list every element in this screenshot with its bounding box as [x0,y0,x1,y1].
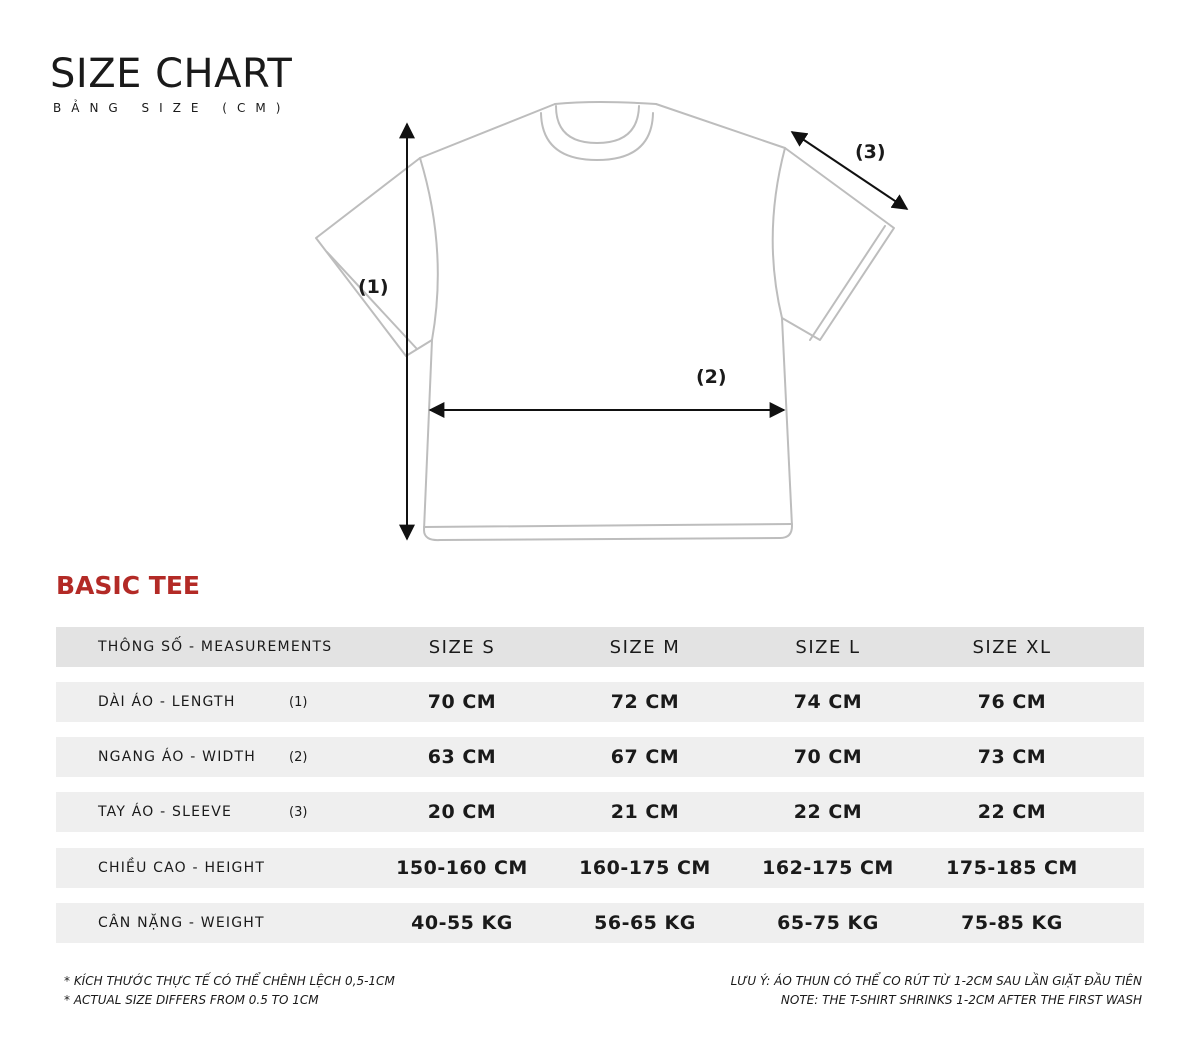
value-size-xl: 73 CM [977,746,1047,768]
value-size-s: 150-160 CM [396,857,528,879]
row-tag: (3) [289,804,308,820]
column-size-s: SIZE S [428,636,496,658]
value-size-s: 40-55 KG [411,912,513,934]
note-tolerance-vi: * KÍCH THƯỚC THỰC TẾ CÓ THỂ CHÊNH LỆCH 0,5-1CM [64,974,395,988]
callout-width: (2) [696,366,727,388]
row-label: CÂN NẶNG - WEIGHT [98,915,265,931]
value-size-s: 63 CM [427,746,497,768]
value-size-m: 21 CM [610,801,680,823]
product-name: BASIC TEE [56,571,200,600]
table-row-length [56,682,1144,722]
note-tolerance-en: * ACTUAL SIZE DIFFERS FROM 0.5 TO 1CM [64,993,319,1007]
callout-sleeve: (3) [855,141,886,163]
table-row-sleeve [56,792,1144,832]
page-title: SIZE CHART [50,51,293,97]
table-header-row [56,627,1144,667]
value-size-l: 162-175 CM [762,857,894,879]
value-size-l: 74 CM [793,691,863,713]
value-size-s: 70 CM [427,691,497,713]
value-size-xl: 75-85 KG [961,912,1063,934]
value-size-l: 65-75 KG [777,912,879,934]
value-size-m: 72 CM [610,691,680,713]
value-size-m: 160-175 CM [579,857,711,879]
header-label: THÔNG SỐ - MEASUREMENTS [98,639,333,655]
row-tag: (2) [289,749,308,765]
column-size-m: SIZE M [609,636,681,658]
note-shrink-en: NOTE: THE T-SHIRT SHRINKS 1-2CM AFTER THE FIRST WASH [780,993,1142,1007]
value-size-m: 67 CM [610,746,680,768]
page-subtitle: BẢNG SIZE (CM) [53,101,291,115]
row-label: DÀI ÁO - LENGTH [98,694,236,710]
column-size-l: SIZE L [795,636,861,658]
row-tag: (1) [289,694,308,710]
table-row-weight [56,903,1144,943]
value-size-m: 56-65 KG [594,912,696,934]
table-row-width [56,737,1144,777]
value-size-xl: 175-185 CM [946,857,1078,879]
note-shrink-vi: LƯU Ý: ÁO THUN CÓ THỂ CO RÚT TỪ 1-2CM SAU LẦN GIẶT ĐẦU TIÊN [730,974,1142,988]
row-label: CHIỀU CAO - HEIGHT [98,860,266,876]
row-label: NGANG ÁO - WIDTH [98,749,257,765]
callout-length: (1) [358,276,389,298]
value-size-xl: 76 CM [977,691,1047,713]
value-size-xl: 22 CM [977,801,1047,823]
sleeve-arrow [792,132,907,209]
tshirt-outline [316,102,894,540]
value-size-s: 20 CM [427,801,497,823]
row-label: TAY ÁO - SLEEVE [98,804,233,820]
column-size-xl: SIZE XL [972,636,1052,658]
value-size-l: 70 CM [793,746,863,768]
table-row-height [56,848,1144,888]
value-size-l: 22 CM [793,801,863,823]
